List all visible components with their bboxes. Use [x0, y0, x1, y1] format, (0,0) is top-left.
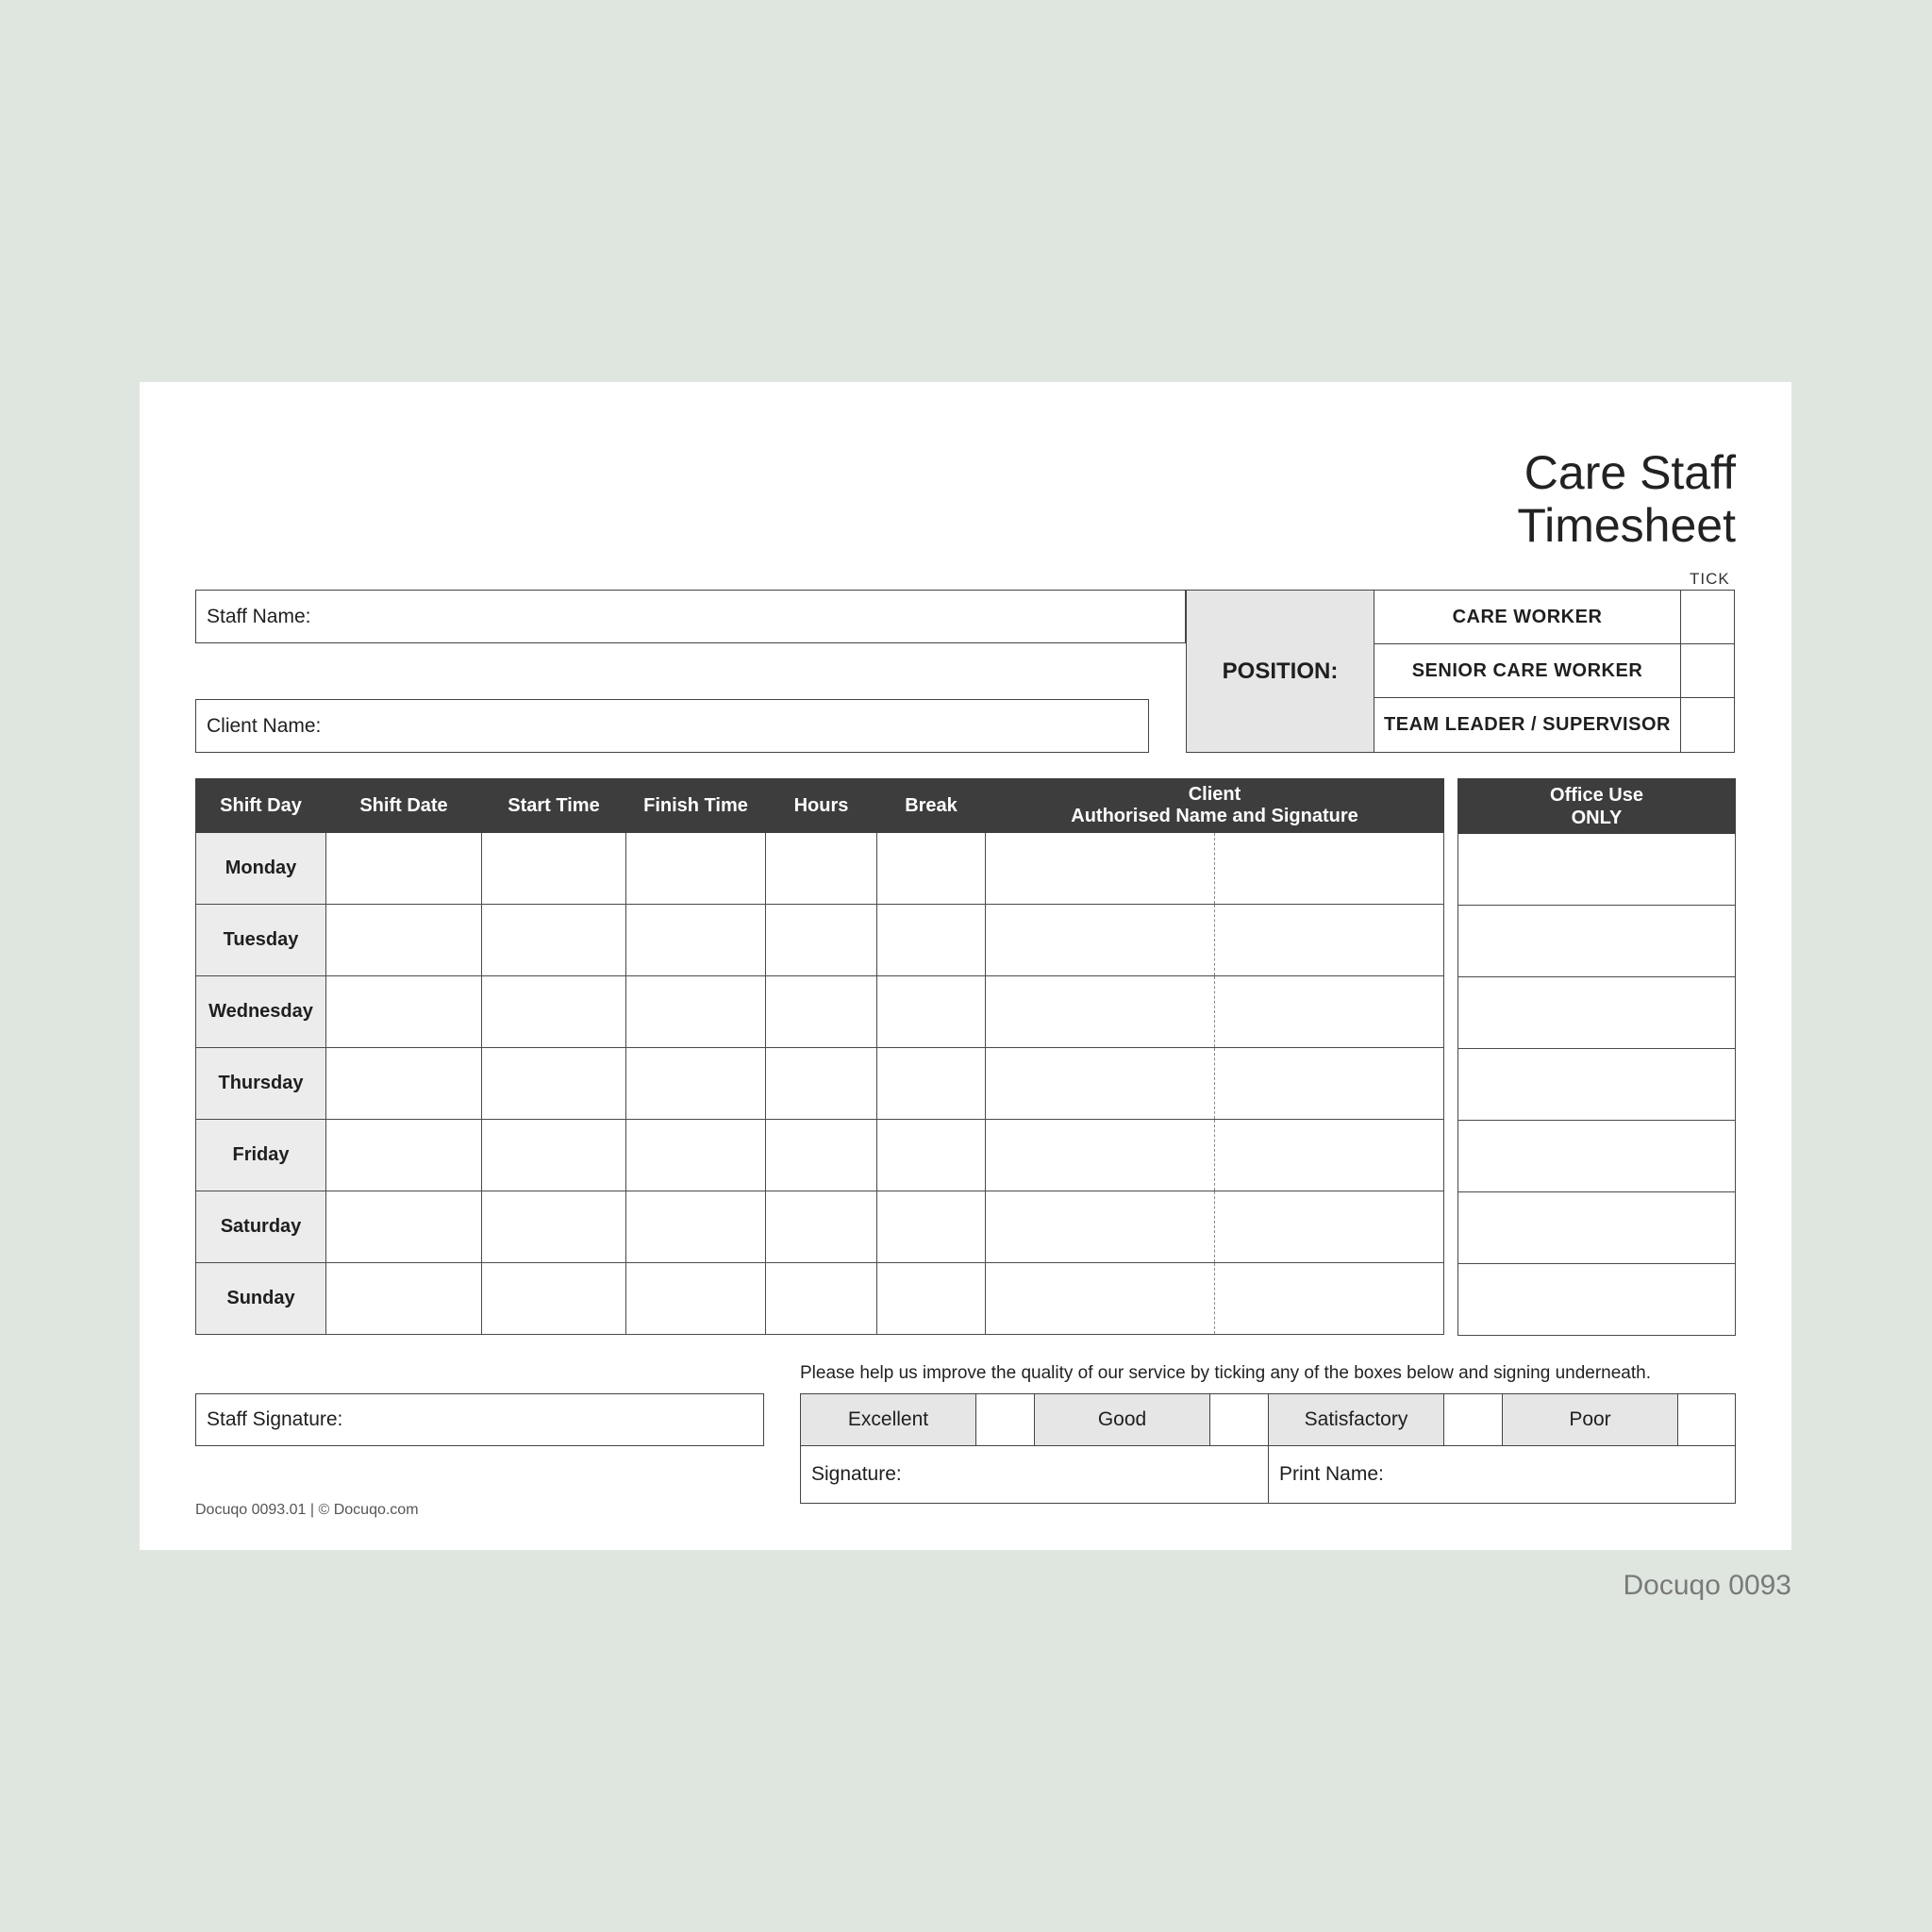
- start-time-cell[interactable]: [482, 905, 626, 976]
- header-client-line1: Client: [1188, 784, 1241, 805]
- hours-cell[interactable]: [766, 1120, 877, 1191]
- table-row: [196, 1120, 1444, 1191]
- client-signature-cell[interactable]: [1215, 1120, 1444, 1191]
- table-row: [1458, 834, 1736, 906]
- break-cell[interactable]: [877, 833, 986, 905]
- break-cell[interactable]: [877, 1191, 986, 1263]
- break-cell[interactable]: [877, 905, 986, 976]
- table-row: [196, 1263, 1444, 1335]
- tick-box-senior-care-worker[interactable]: [1680, 643, 1735, 698]
- table-row: [1458, 1192, 1736, 1264]
- client-name-cell[interactable]: [986, 1048, 1215, 1120]
- shift-date-cell[interactable]: [326, 1120, 482, 1191]
- client-name-field[interactable]: [195, 699, 1149, 753]
- shift-day-cell: Monday: [196, 833, 326, 905]
- service-rating-table: [800, 1393, 1736, 1504]
- client-name-label: Client Name:: [207, 714, 322, 737]
- title-line-1: Care Staff: [1524, 446, 1736, 499]
- rating-excellent-box[interactable]: [976, 1394, 1035, 1446]
- client-signature-cell[interactable]: [1215, 1263, 1444, 1335]
- hours-cell[interactable]: [766, 833, 877, 905]
- client-signature-cell[interactable]: [1215, 905, 1444, 976]
- shift-day-cell: Wednesday: [196, 976, 326, 1048]
- shift-day-cell: Thursday: [196, 1048, 326, 1120]
- table-row: [196, 1048, 1444, 1120]
- client-signature-cell[interactable]: [1215, 1191, 1444, 1263]
- shift-day-cell: Tuesday: [196, 905, 326, 976]
- rating-satisfactory-box[interactable]: [1444, 1394, 1503, 1446]
- table-header-row: [196, 779, 1444, 833]
- office-use-header: [1458, 779, 1736, 834]
- shift-date-cell[interactable]: [326, 1263, 482, 1335]
- staff-name-field[interactable]: [195, 590, 1186, 643]
- title-line-2: Timesheet: [1517, 499, 1736, 552]
- shift-date-cell[interactable]: [326, 833, 482, 905]
- table-row: [1458, 906, 1736, 977]
- client-name-cell[interactable]: [986, 1191, 1215, 1263]
- timesheet-sheet: [140, 382, 1791, 1550]
- table-row: [196, 833, 1444, 905]
- hours-cell[interactable]: [766, 1263, 877, 1335]
- shift-day-cell: Sunday: [196, 1263, 326, 1335]
- break-cell[interactable]: [877, 1048, 986, 1120]
- header-client-line2: Authorised Name and Signature: [1071, 806, 1358, 826]
- office-use-table: [1457, 778, 1736, 1336]
- print-name-label: Print Name:: [1279, 1463, 1384, 1485]
- rating-poor-box[interactable]: [1678, 1394, 1736, 1446]
- hours-cell[interactable]: [766, 905, 877, 976]
- client-signature-field[interactable]: [801, 1446, 1269, 1504]
- table-row: [196, 1191, 1444, 1263]
- finish-time-cell[interactable]: [626, 833, 766, 905]
- table-row: [196, 905, 1444, 976]
- header-hours: Hours: [766, 779, 877, 833]
- shift-day-cell: Saturday: [196, 1191, 326, 1263]
- staff-signature-label: Staff Signature:: [207, 1408, 343, 1430]
- footer-copyright: Docuqo 0093.01 | © Docuqo.com: [195, 1502, 419, 1518]
- finish-time-cell[interactable]: [626, 1120, 766, 1191]
- rating-satisfactory-label: Satisfactory: [1269, 1394, 1444, 1446]
- start-time-cell[interactable]: [482, 976, 626, 1048]
- rating-excellent-label: Excellent: [801, 1394, 976, 1446]
- hours-cell[interactable]: [766, 1191, 877, 1263]
- office-use-cell[interactable]: [1458, 977, 1736, 1049]
- header-shift-day: Shift Day: [196, 779, 326, 833]
- finish-time-cell[interactable]: [626, 1048, 766, 1120]
- header-start-time: Start Time: [482, 779, 626, 833]
- page-title: [1517, 446, 1736, 552]
- staff-name-label: Staff Name:: [207, 605, 311, 627]
- rating-good-label: Good: [1035, 1394, 1210, 1446]
- header-break: Break: [877, 779, 986, 833]
- table-row: [1458, 1264, 1736, 1336]
- office-use-cell[interactable]: [1458, 834, 1736, 906]
- shift-date-cell[interactable]: [326, 1048, 482, 1120]
- timesheet-table: [195, 778, 1444, 1335]
- position-option-team-leader: TEAM LEADER / SUPERVISOR: [1374, 697, 1681, 753]
- document-id: Docuqo 0093: [1623, 1570, 1791, 1601]
- shift-date-cell[interactable]: [326, 905, 482, 976]
- position-label: POSITION:: [1186, 590, 1374, 753]
- table-row: [1458, 1049, 1736, 1121]
- position-option-care-worker: CARE WORKER: [1374, 590, 1681, 644]
- office-use-cell[interactable]: [1458, 1121, 1736, 1192]
- office-use-line1: Office Use: [1550, 784, 1643, 806]
- staff-signature-field[interactable]: [195, 1393, 764, 1446]
- header-client-signature: [986, 779, 1444, 833]
- finish-time-cell[interactable]: [626, 1191, 766, 1263]
- print-name-field[interactable]: [1269, 1446, 1736, 1504]
- office-use-cell[interactable]: [1458, 1264, 1736, 1336]
- client-name-cell[interactable]: [986, 833, 1215, 905]
- tick-box-team-leader[interactable]: [1680, 697, 1735, 753]
- office-use-cell[interactable]: [1458, 1192, 1736, 1264]
- table-row: [1458, 1121, 1736, 1192]
- start-time-cell[interactable]: [482, 1263, 626, 1335]
- start-time-cell[interactable]: [482, 833, 626, 905]
- rating-poor-label: Poor: [1503, 1394, 1678, 1446]
- client-signature-cell[interactable]: [1215, 976, 1444, 1048]
- client-signature-cell[interactable]: [1215, 1048, 1444, 1120]
- table-row: [1458, 977, 1736, 1049]
- finish-time-cell[interactable]: [626, 976, 766, 1048]
- finish-time-cell[interactable]: [626, 1263, 766, 1335]
- hours-cell[interactable]: [766, 976, 877, 1048]
- start-time-cell[interactable]: [482, 1120, 626, 1191]
- office-use-cell[interactable]: [1458, 1049, 1736, 1121]
- break-cell[interactable]: [877, 1263, 986, 1335]
- feedback-instructions: Please help us improve the quality of our service by ticking any of the boxes below and signing underneath.: [800, 1363, 1651, 1383]
- client-name-cell[interactable]: [986, 976, 1215, 1048]
- tick-label: TICK: [1690, 570, 1730, 588]
- shift-date-cell[interactable]: [326, 976, 482, 1048]
- start-time-cell[interactable]: [482, 1048, 626, 1120]
- break-cell[interactable]: [877, 976, 986, 1048]
- position-option-senior-care-worker: SENIOR CARE WORKER: [1374, 643, 1681, 698]
- office-use-cell[interactable]: [1458, 906, 1736, 977]
- client-name-cell[interactable]: [986, 905, 1215, 976]
- client-name-cell[interactable]: [986, 1263, 1215, 1335]
- start-time-cell[interactable]: [482, 1191, 626, 1263]
- break-cell[interactable]: [877, 1120, 986, 1191]
- finish-time-cell[interactable]: [626, 905, 766, 976]
- signature-label: Signature:: [811, 1463, 902, 1485]
- table-row: [196, 976, 1444, 1048]
- header-finish-time: Finish Time: [626, 779, 766, 833]
- tick-box-care-worker[interactable]: [1680, 590, 1735, 644]
- shift-date-cell[interactable]: [326, 1191, 482, 1263]
- client-signature-cell[interactable]: [1215, 833, 1444, 905]
- header-shift-date: Shift Date: [326, 779, 482, 833]
- rating-good-box[interactable]: [1210, 1394, 1269, 1446]
- hours-cell[interactable]: [766, 1048, 877, 1120]
- shift-day-cell: Friday: [196, 1120, 326, 1191]
- client-name-cell[interactable]: [986, 1120, 1215, 1191]
- office-use-line2: ONLY: [1571, 807, 1623, 828]
